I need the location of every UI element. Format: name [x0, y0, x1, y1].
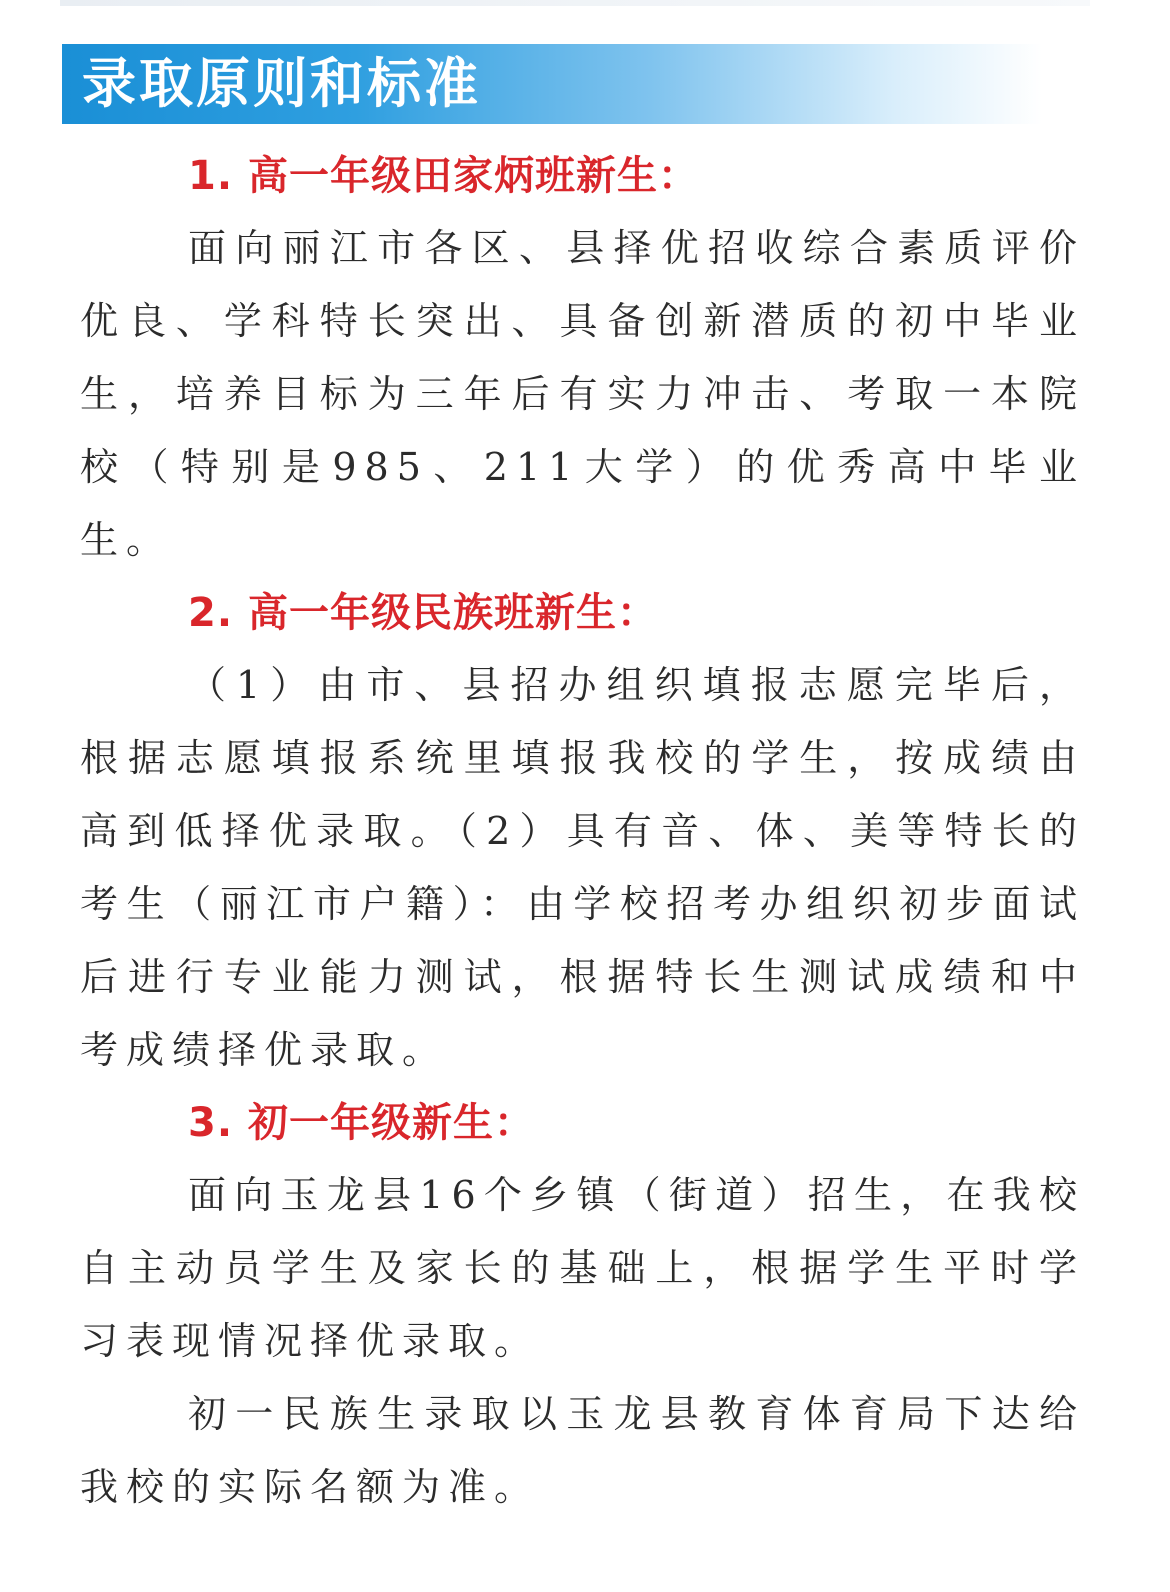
section-heading: 1. 高一年级田家炳班新生： [188, 153, 699, 199]
section-gaoyi-minzu [80, 577, 1085, 1087]
admission-content [80, 140, 1085, 1524]
section-paragraph: 面向玉龙县16个乡镇（街道）招生，在我校自主动员学生及家长的基础上，根据学生平时学习表现情况择优录取。 [80, 1173, 1085, 1363]
banner-title: 录取原则和标准 [82, 52, 481, 115]
section-heading: 2. 高一年级民族班新生： [188, 590, 658, 636]
section-chuyi [80, 1087, 1085, 1524]
section-gaoyi-tianjiabing [80, 140, 1085, 577]
section-banner [62, 44, 1042, 124]
section-paragraph: 面向丽江市各区、县择优招收综合素质评价优良、学科特长突出、具备创新潜质的初中毕业生，培养目标为三年后有实力冲击、考取一本院校（特别是985、211大学）的优秀高中毕业生。 [80, 226, 1085, 562]
section-paragraph: （1）由市、县招办组织填报志愿完毕后，根据志愿填报系统里填报我校的学生，按成绩由高到低择优录取。（2）具有音、体、美等特长的考生（丽江市户籍）：由学校招考办组织初步面试后进行专业能力测试，根据特长生测试成绩和中考成绩择优录取。 [80, 663, 1085, 1072]
top-divider [60, 0, 1090, 6]
section-paragraph: 初一民族生录取以玉龙县教育体育局下达给我校的实际名额为准。 [80, 1392, 1085, 1509]
section-heading: 3. 初一年级新生： [188, 1100, 535, 1146]
